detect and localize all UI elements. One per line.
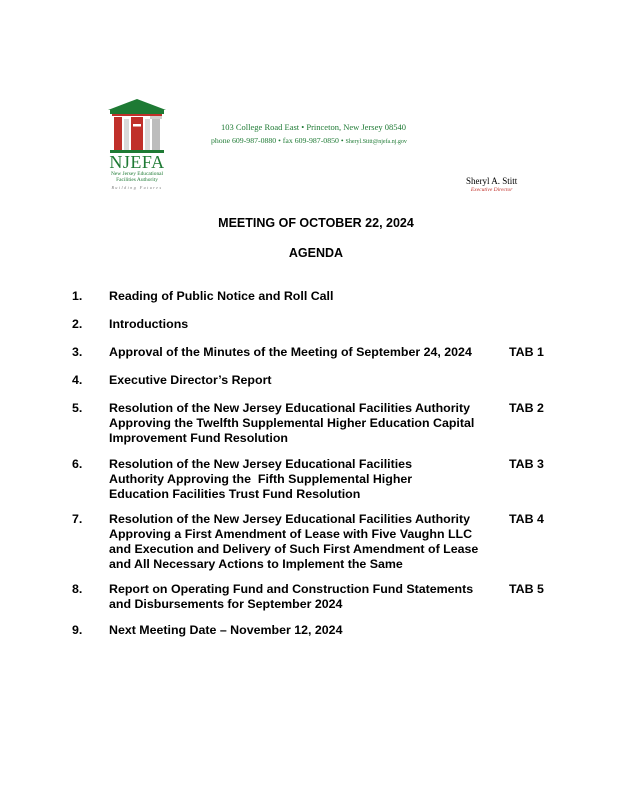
- item-text: [109, 582, 489, 612]
- item-text: [109, 289, 489, 304]
- letterhead-address-block: [211, 121, 407, 149]
- item-text: [109, 623, 489, 638]
- contact-line: [211, 134, 407, 149]
- org-abbrev: NJEFA: [109, 152, 165, 172]
- director-title: Executive Director: [470, 187, 513, 193]
- building-columns-icon: [104, 97, 170, 153]
- item-line: Education Facilities Trust Fund Resolution: [109, 487, 361, 501]
- item-line: Approving a First Amendment of Lease with Five Vaughn LLC: [109, 527, 473, 541]
- njefa-logo: [104, 97, 170, 190]
- item-line: Resolution of the New Jersey Educational Facilities Authority: [109, 512, 471, 526]
- item-line: Resolution of the New Jersey Educational Facilities: [109, 457, 412, 471]
- item-line: Approving the Twelfth Supplemental Higher Education Capital: [109, 416, 475, 430]
- item-number: 3.: [72, 345, 83, 359]
- tab-label: TAB 2: [509, 401, 544, 415]
- item-line: Introductions: [109, 317, 189, 331]
- phone-fax: phone 609-987-0880 • fax 609-987-0850 •: [211, 136, 344, 145]
- item-number: 7.: [72, 512, 83, 526]
- item-line: and Execution and Delivery of Such First Amendment of Lease: [109, 542, 479, 556]
- item-text: [109, 317, 489, 332]
- item-number: 8.: [72, 582, 83, 596]
- item-number: 1.: [72, 289, 83, 303]
- org-full-line1: New Jersey Educational: [110, 171, 164, 177]
- item-line: and All Necessary Actions to Implement the Same: [109, 557, 403, 571]
- item-text: [109, 373, 489, 388]
- director-signature-block: [466, 176, 517, 194]
- tab-label: TAB 5: [509, 582, 544, 596]
- item-line: Next Meeting Date – November 12, 2024: [109, 623, 343, 637]
- item-line: Executive Director’s Report: [109, 373, 272, 387]
- email-link[interactable]: Sheryl.Stitt@njefa.nj.gov: [345, 139, 407, 145]
- item-text: [109, 401, 489, 446]
- item-line: and Disbursements for September 2024: [109, 597, 343, 611]
- item-line: Reading of Public Notice and Roll Call: [109, 289, 334, 303]
- item-number: 4.: [72, 373, 83, 387]
- org-full-line2: Facilities Authority: [116, 177, 158, 183]
- tab-label: TAB 3: [509, 457, 544, 471]
- address-line: 103 College Road East • Princeton, New Jersey 08540: [221, 122, 406, 132]
- item-number: 6.: [72, 457, 83, 471]
- item-line: Approval of the Minutes of the Meeting of September 24, 2024: [109, 345, 472, 359]
- item-number: 9.: [72, 623, 83, 637]
- item-line: Resolution of the New Jersey Educational Facilities Authority: [109, 401, 471, 415]
- item-text: [109, 345, 489, 360]
- meeting-title: MEETING OF OCTOBER 22, 2024: [218, 216, 414, 230]
- item-number: 2.: [72, 317, 83, 331]
- tab-label: TAB 4: [509, 512, 544, 526]
- item-number: 5.: [72, 401, 83, 415]
- item-line: Report on Operating Fund and Construction Fund Statements: [109, 582, 474, 596]
- tab-label: TAB 1: [509, 345, 544, 359]
- agenda-title: AGENDA: [288, 246, 344, 260]
- item-line: Authority Approving the Fifth Supplemental Higher: [109, 472, 413, 486]
- tagline: Building Futures: [111, 185, 163, 190]
- item-text: [109, 512, 489, 572]
- item-line: Improvement Fund Resolution: [109, 431, 288, 445]
- director-name: Sheryl A. Stitt: [466, 176, 518, 186]
- item-text: [109, 457, 489, 502]
